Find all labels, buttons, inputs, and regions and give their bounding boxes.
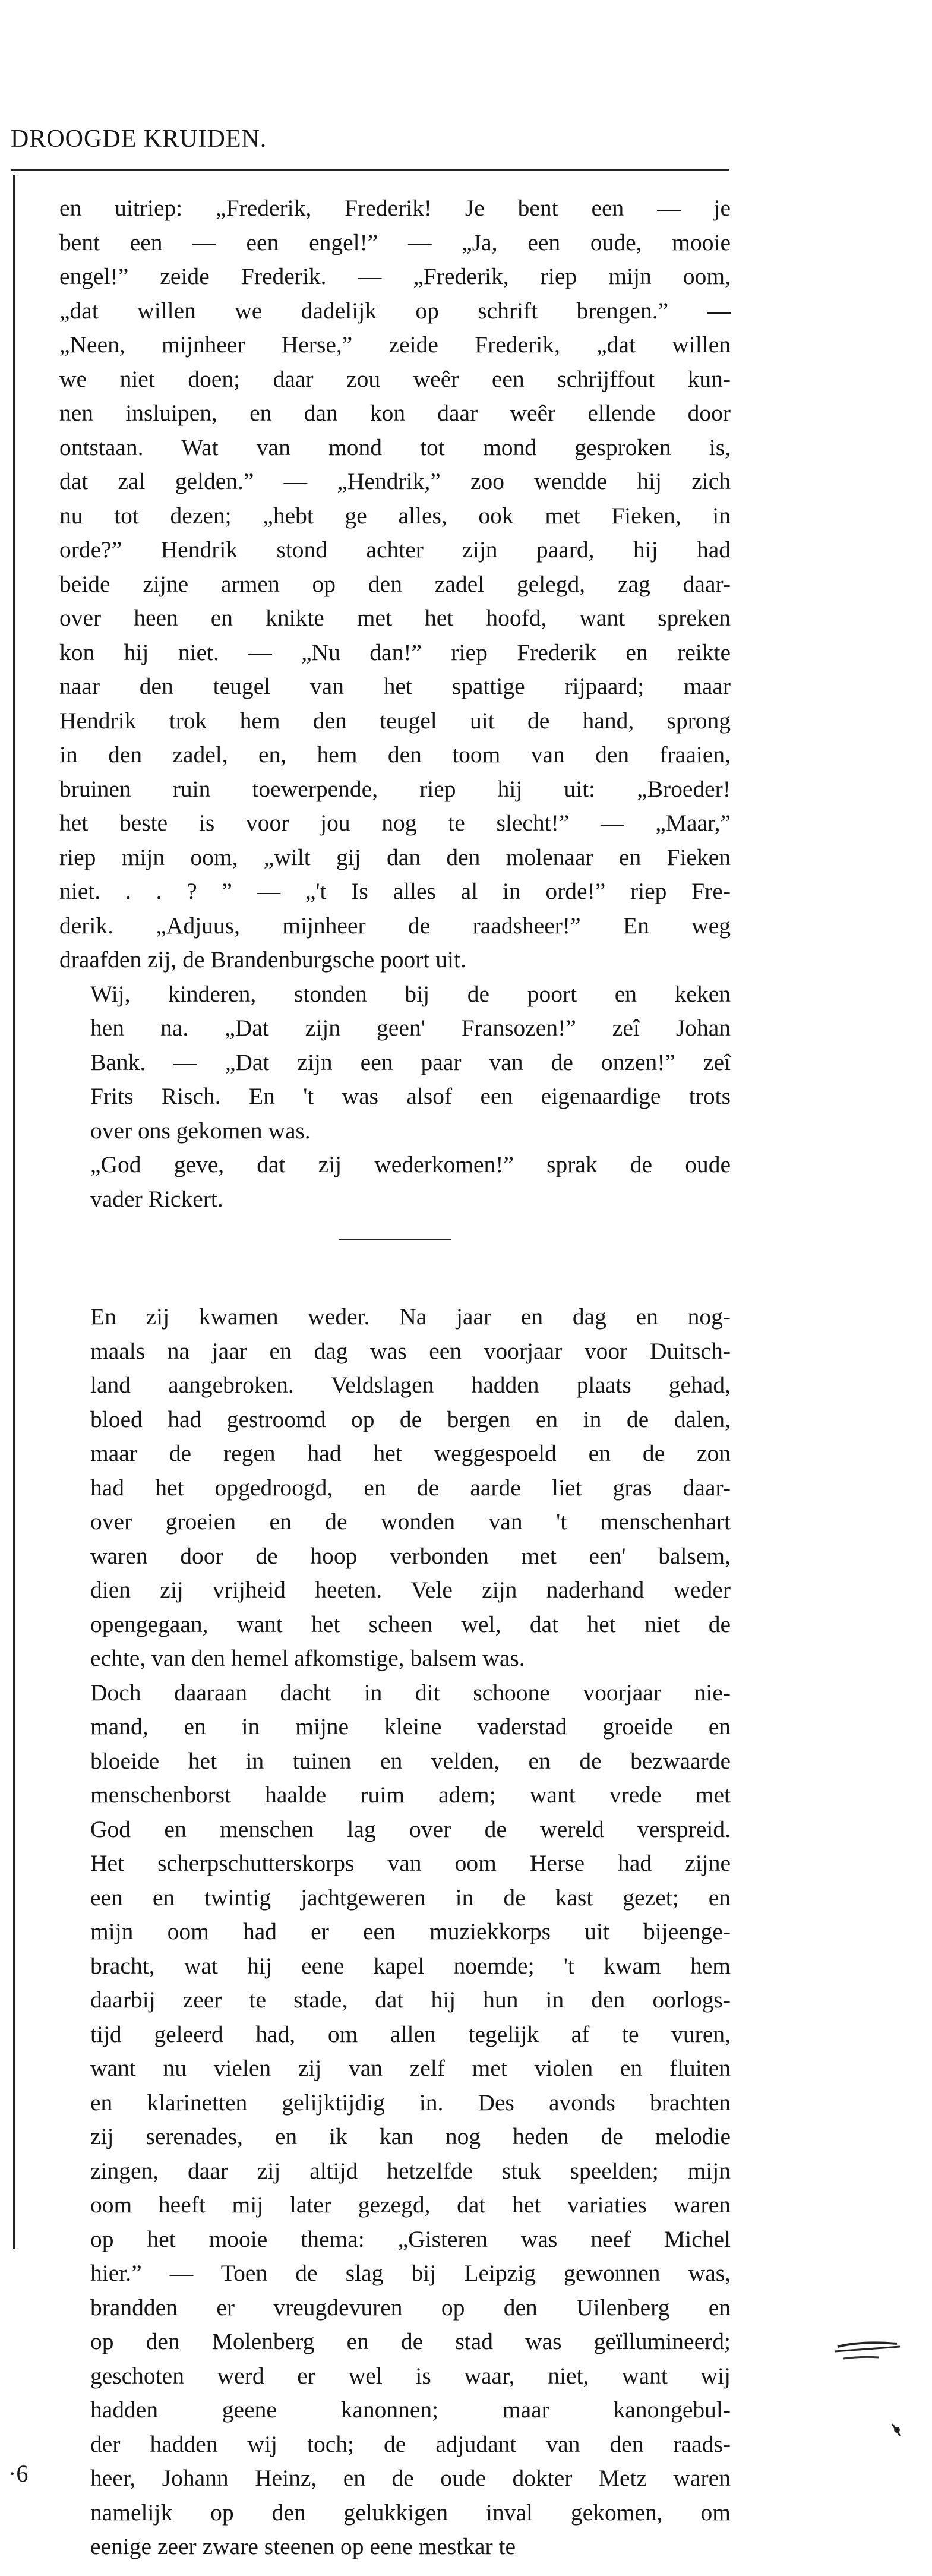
text-line: Hendrik trok hem den teugel uit de hand, sprong bbox=[59, 707, 731, 734]
text-line: op het mooie thema: „Gisteren was neef Michel bbox=[90, 2225, 731, 2252]
paragraph bbox=[59, 1148, 731, 1216]
text-line: bruinen ruin toewerpende, riep hij uit: „Broeder! bbox=[59, 775, 731, 802]
text-line: derik. „Adjuus, mijnheer de raadsheer!” En weg bbox=[59, 912, 731, 939]
text-line: kon hij niet. — „Nu dan!” riep Frederik en reikte bbox=[59, 639, 731, 665]
text-line: zingen, daar zij altijd hetzelfde stuk speelden; mijn bbox=[90, 2157, 731, 2184]
text-line: op den Molenberg en de stad was geïllumineerd; bbox=[90, 2328, 731, 2354]
text-line: Frits Risch. En 't was alsof een eigenaardige trots bbox=[90, 1083, 731, 1109]
text-line: had het opgedroogd, en de aarde liet gras daar- bbox=[90, 1474, 731, 1501]
text-line: waren door de hoop verbonden met een' balsem, bbox=[90, 1542, 731, 1569]
text-line: „God geve, dat zij wederkomen!” sprak de oude bbox=[90, 1151, 731, 1177]
header-rule bbox=[11, 169, 729, 171]
text-line: maals na jaar en dag was een voorjaar voor Duitsch- bbox=[90, 1337, 731, 1364]
paragraph bbox=[59, 977, 731, 1148]
text-line: draafden zij, de Brandenburgsche poort uit. bbox=[59, 946, 466, 973]
text-line: over ons gekomen was. bbox=[90, 1117, 311, 1144]
text-line: geschoten werd er wel is waar, niet, want wij bbox=[90, 2362, 731, 2389]
text-line: eenige zeer zware steenen op eene mestkar te bbox=[90, 2533, 516, 2559]
text-line: oom heeft mij later gezegd, dat het variaties waren bbox=[90, 2192, 731, 2218]
text-line: orde?” Hendrik stond achter zijn paard, hij had bbox=[59, 536, 731, 563]
text-line: mand, en in mijne kleine vaderstad groeide en bbox=[90, 1713, 731, 1740]
text-line: we niet doen; daar zou weêr een schrijffout kun- bbox=[59, 365, 731, 392]
text-line: bloeide het in tuinen en velden, en de bezwaarde bbox=[90, 1747, 731, 1774]
text-line: over groeien en de wonden van 't menschenhart bbox=[90, 1508, 731, 1535]
text-line: hen na. „Dat zijn geen' Fransozen!” zeî Johan bbox=[90, 1015, 731, 1041]
text-line: riep mijn oom, „wilt gij dan den molenaar en Fieken bbox=[59, 844, 731, 870]
section-two bbox=[59, 1300, 731, 2564]
paragraph bbox=[59, 1676, 731, 2564]
text-line: tijd geleerd had, om allen tegelijk af te vuren, bbox=[90, 2021, 731, 2047]
page-number: ·6 bbox=[8, 2460, 29, 2487]
text-line: engel!” zeide Frederik. — „Frederik, riep mijn oom, bbox=[59, 263, 731, 289]
text-line: want nu vielen zij van zelf met violen en fluiten bbox=[90, 2055, 731, 2081]
text-line: nu tot dezen; „hebt ge alles, ook met Fieken, in bbox=[59, 502, 731, 529]
text-column bbox=[59, 191, 731, 2564]
text-line: namelijk op den gelukkigen inval gekomen, om bbox=[90, 2499, 731, 2526]
text-line: dat zal gelden.” — „Hendrik,” zoo wendde hij zich bbox=[59, 468, 731, 494]
text-line: Doch daaraan dacht in dit schoone voorjaar nie- bbox=[90, 1679, 731, 1706]
text-line: menschenborst haalde ruim adem; want vrede met bbox=[90, 1782, 731, 1808]
text-line: En zij kwamen weder. Na jaar en dag en nog- bbox=[90, 1303, 731, 1330]
text-line: zij serenades, en ik kan nog heden de melodie bbox=[90, 2123, 731, 2149]
running-head: DROOGDE KRUIDEN. bbox=[11, 125, 267, 153]
text-line: ontstaan. Wat van mond tot mond gesproken is, bbox=[59, 434, 731, 460]
text-line: land aangebroken. Veldslagen hadden plaats gehad, bbox=[90, 1372, 731, 1398]
text-line: naar den teugel van het spattige rijpaard; maar bbox=[59, 673, 731, 699]
text-line: Bank. — „Dat zijn een paar van de onzen!” zeî bbox=[90, 1049, 731, 1075]
text-line: en klarinetten gelijktijdig in. Des avonds brachten bbox=[90, 2089, 731, 2116]
section-divider bbox=[339, 1239, 451, 1240]
margin-marks bbox=[826, 2341, 915, 2436]
page-number-value: 6 bbox=[16, 2460, 29, 2487]
text-line: Wij, kinderen, stonden bij de poort en keken bbox=[90, 980, 731, 1007]
text-line: echte, van den hemel afkomstige, balsem was. bbox=[90, 1645, 525, 1671]
text-line: opengegaan, want het scheen wel, dat het niet de bbox=[90, 1611, 731, 1637]
text-line: brandden er vreugdevuren op den Uilenberg en bbox=[90, 2294, 731, 2321]
text-line: hier.” — Toen de slag bij Leipzig gewonnen was, bbox=[90, 2260, 731, 2286]
text-line: God en menschen lag over de wereld verspreid. bbox=[90, 1816, 731, 1842]
text-line: een en twintig jachtgeweren in de kast gezet; en bbox=[90, 1884, 731, 1911]
text-line: „dat willen we dadelijk op schrift brengen.” — bbox=[59, 297, 731, 324]
text-line: mijn oom had er een muziekkorps uit bijeenge- bbox=[90, 1918, 731, 1944]
section-one bbox=[59, 191, 731, 1216]
column-left-rule bbox=[13, 175, 15, 2249]
text-line: heer, Johann Heinz, en de oude dokter Metz waren bbox=[90, 2465, 731, 2491]
text-line: en uitriep: „Frederik, Frederik! Je bent een — je bbox=[59, 195, 731, 221]
text-line: Het scherpschutterskorps van oom Herse had zijne bbox=[90, 1850, 731, 1876]
text-line: hadden geene kanonnen; maar kanongebul- bbox=[90, 2397, 731, 2423]
text-line: het beste is voor jou nog te slecht!” — „Maar,” bbox=[59, 810, 731, 836]
text-line: der hadden wij toch; de adjudant van den raads- bbox=[90, 2430, 731, 2457]
text-line: bent een — een engel!” — „Ja, een oude, mooie bbox=[59, 229, 731, 255]
text-line: in den zadel, en, hem den toom van den fraaien, bbox=[59, 741, 731, 768]
text-line: niet. . . ? ” — „'t Is alles al in orde!” riep Fre- bbox=[59, 878, 731, 904]
text-line: nen insluipen, en dan kon daar weêr ellende door bbox=[59, 400, 731, 426]
text-line: maar de regen had het weggespoeld en de zon bbox=[90, 1440, 731, 1466]
text-line: bracht, wat hij eene kapel noemde; 't kwam hem bbox=[90, 1952, 731, 1979]
text-line: bloed had gestroomd op de bergen en in de dalen, bbox=[90, 1406, 731, 1432]
paragraph bbox=[59, 1300, 731, 1676]
text-line: beide zijne armen op den zadel gelegd, zag daar- bbox=[59, 570, 731, 597]
text-line: over heen en knikte met het hoofd, want spreken bbox=[59, 605, 731, 631]
paragraph bbox=[59, 191, 731, 977]
text-line: dien zij vrijheid heeten. Vele zijn naderhand weder bbox=[90, 1577, 731, 1603]
text-line: „Neen, mijnheer Herse,” zeide Frederik, „dat willen bbox=[59, 332, 731, 358]
text-line: vader Rickert. bbox=[90, 1185, 223, 1212]
text-line: daarbij zeer te stade, dat hij hun in den oorlogs- bbox=[90, 1987, 731, 2013]
